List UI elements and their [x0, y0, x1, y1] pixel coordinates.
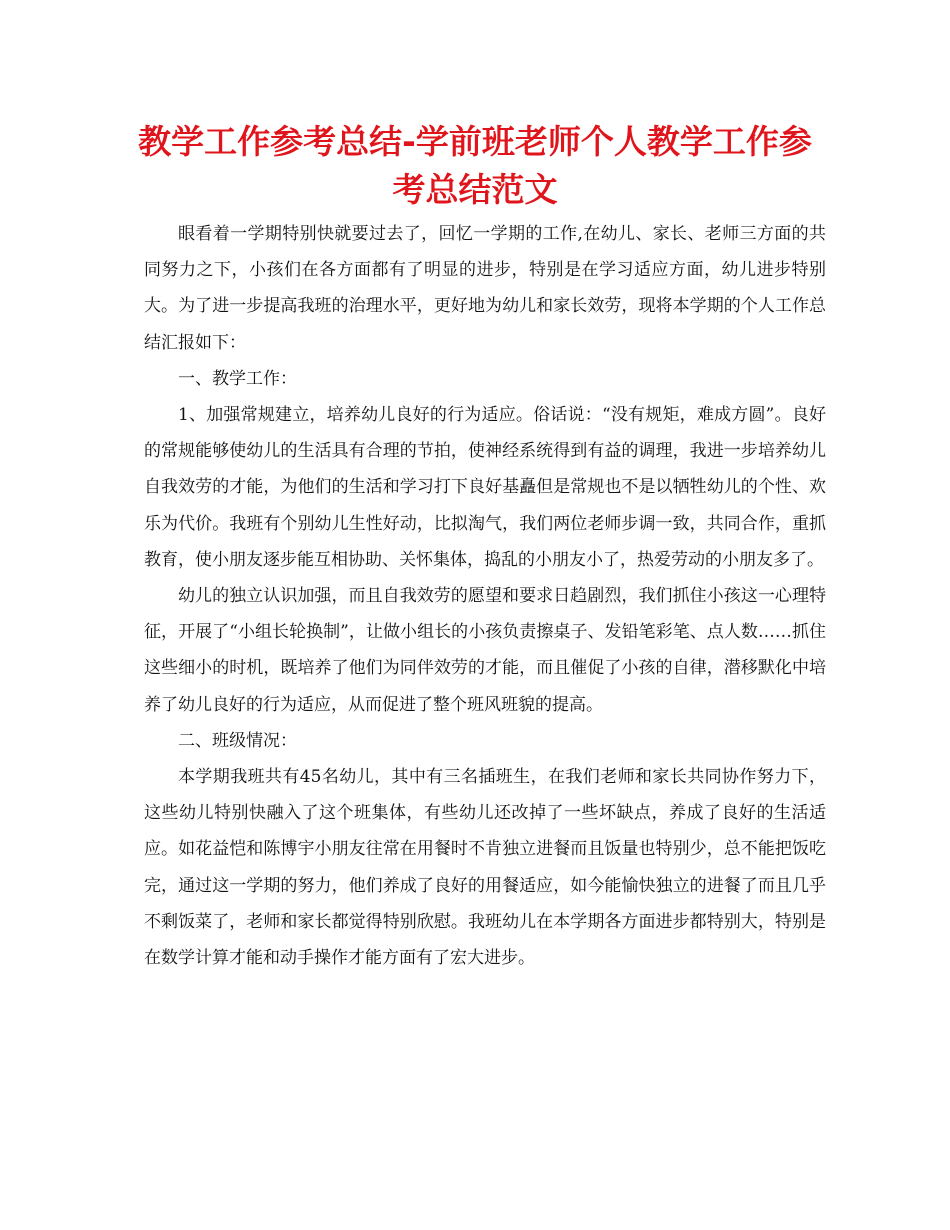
- section-heading-teaching: 一、教学工作：: [178, 368, 297, 389]
- paragraph-routine: 1、加强常规建立，培养幼儿良好的行为适应。俗话说：“没有规矩，难成方圆”。良好的常规能够使幼儿的生活具有合理的节拍，使神经系统得到有益的调理，我进一步培养幼儿自我效劳的才能，为他们的生活和学习打下良好基矗但是常规也不是以牺牲幼儿的个性、欢乐为代价。我班有个别幼儿生性好动，比拟淘气，我们两位老师步调一致，共同合作，重抓教育，使小朋友逐步能互相协助、关怀集体，捣乱的小朋友小了，热爱劳动的小朋友多了。: [144, 405, 826, 570]
- document-title: 教学工作参考总结-学前班老师个人教学工作参考总结范文: [138, 122, 812, 209]
- document-body: [144, 216, 826, 976]
- paragraph-independence: 幼儿的独立认识加强，而且自我效劳的愿望和要求日趋剧烈，我们抓住小孩这一心理特征，开展了“小组长轮换制”，让做小组长的小孩负责擦桌子、发铅笔彩笔、点人数……抓住这些细小的时机，既培养了他们为同伴效劳的才能，而且催促了小孩的自律，潜移默化中培养了幼儿良好的行为适应，从而促进了整个班风班貌的提高。: [144, 586, 826, 715]
- section-heading-class: 二、班级情况：: [178, 730, 297, 751]
- paragraph-class-situation: 本学期我班共有45名幼儿，其中有三名插班生，在我们老师和家长共同协作努力下，这些幼儿特别快融入了这个班集体，有些幼儿还改掉了一些坏缺点，养成了良好的生活适应。如花益恺和陈博宇小朋友往常在用餐时不肯独立进餐而且饭量也特别少，总不能把饭吃完，通过这一学期的努力，他们养成了良好的用餐适应，如今能愉快独立的进餐了而且几乎不剩饭菜了，老师和家长都觉得特别欣慰。我班幼儿在本学期各方面进步都特别大，特别是在数学计算才能和动手操作才能方面有了宏大进步。: [144, 767, 826, 969]
- paragraph-intro: 眼看着一学期特别快就要过去了，回忆一学期的工作,在幼儿、家长、老师三方面的共同努力之下，小孩们在各方面都有了明显的进步，特别是在学习适应方面，幼儿进步特别大。为了进一步提高我班的治理水平，更好地为幼儿和家长效劳，现将本学期的个人工作总结汇报如下：: [144, 224, 826, 353]
